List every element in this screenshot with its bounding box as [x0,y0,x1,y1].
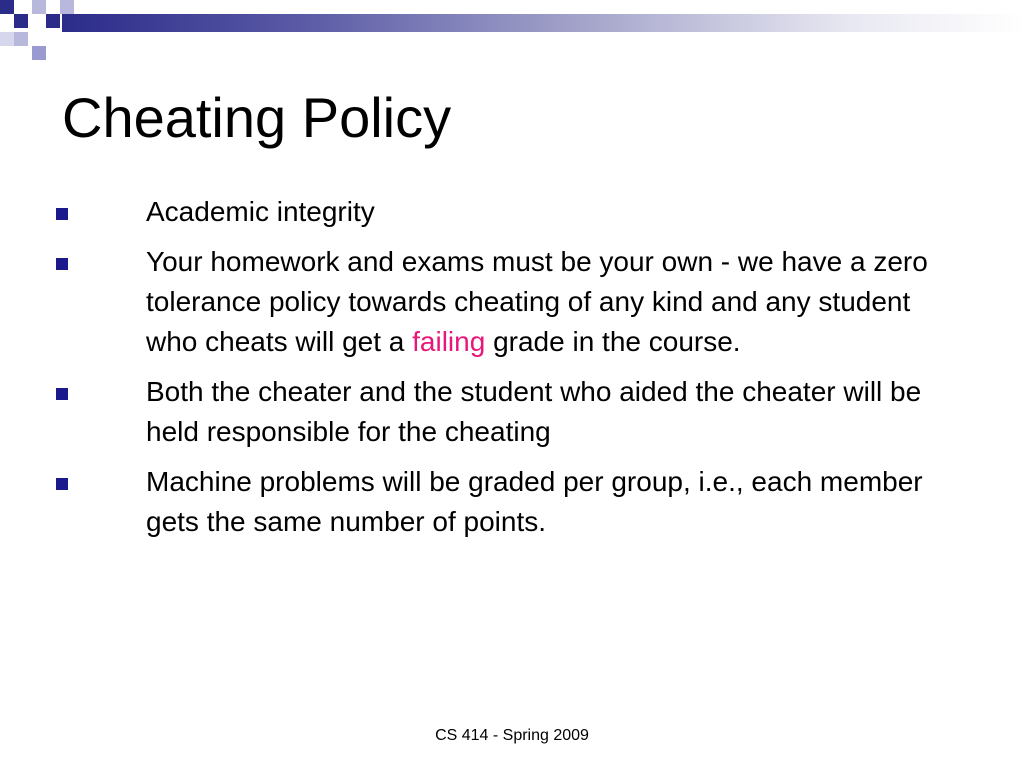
bullet-text: Academic integrity [146,196,375,227]
bullet-text: Machine problems will be graded per group, i.e., each member gets the same number of points. [146,466,923,537]
square-bullet-icon [56,258,68,270]
decor-square [14,14,28,28]
bullet-item [0,372,1024,452]
slide-title: Cheating Policy [62,86,452,149]
decor-square [32,46,46,60]
header-decoration [0,0,1024,64]
decor-square [14,32,28,46]
square-bullet-icon [56,478,68,490]
decor-square [0,0,14,14]
bullet-item [0,242,1024,362]
bullet-text-continued: grade in the course. [485,326,741,357]
decor-square [32,0,46,14]
decor-square [0,32,14,46]
bullet-text: Your homework and exams must be your own - we have a zero tolerance policy towards cheating of any kind and any student who cheats will get a [146,246,928,357]
header-gradient-bar [62,14,1024,32]
bullet-list [0,192,1024,552]
decor-square [46,14,60,28]
decor-square [60,0,74,14]
slide-footer: CS 414 - Spring 2009 [435,727,589,744]
square-bullet-icon [56,208,68,220]
bullet-item [0,462,1024,542]
highlighted-word: failing [412,326,486,357]
bullet-item [0,192,1024,232]
square-bullet-icon [56,388,68,400]
bullet-text: Both the cheater and the student who aided the cheater will be held responsible for the cheating [146,376,922,447]
